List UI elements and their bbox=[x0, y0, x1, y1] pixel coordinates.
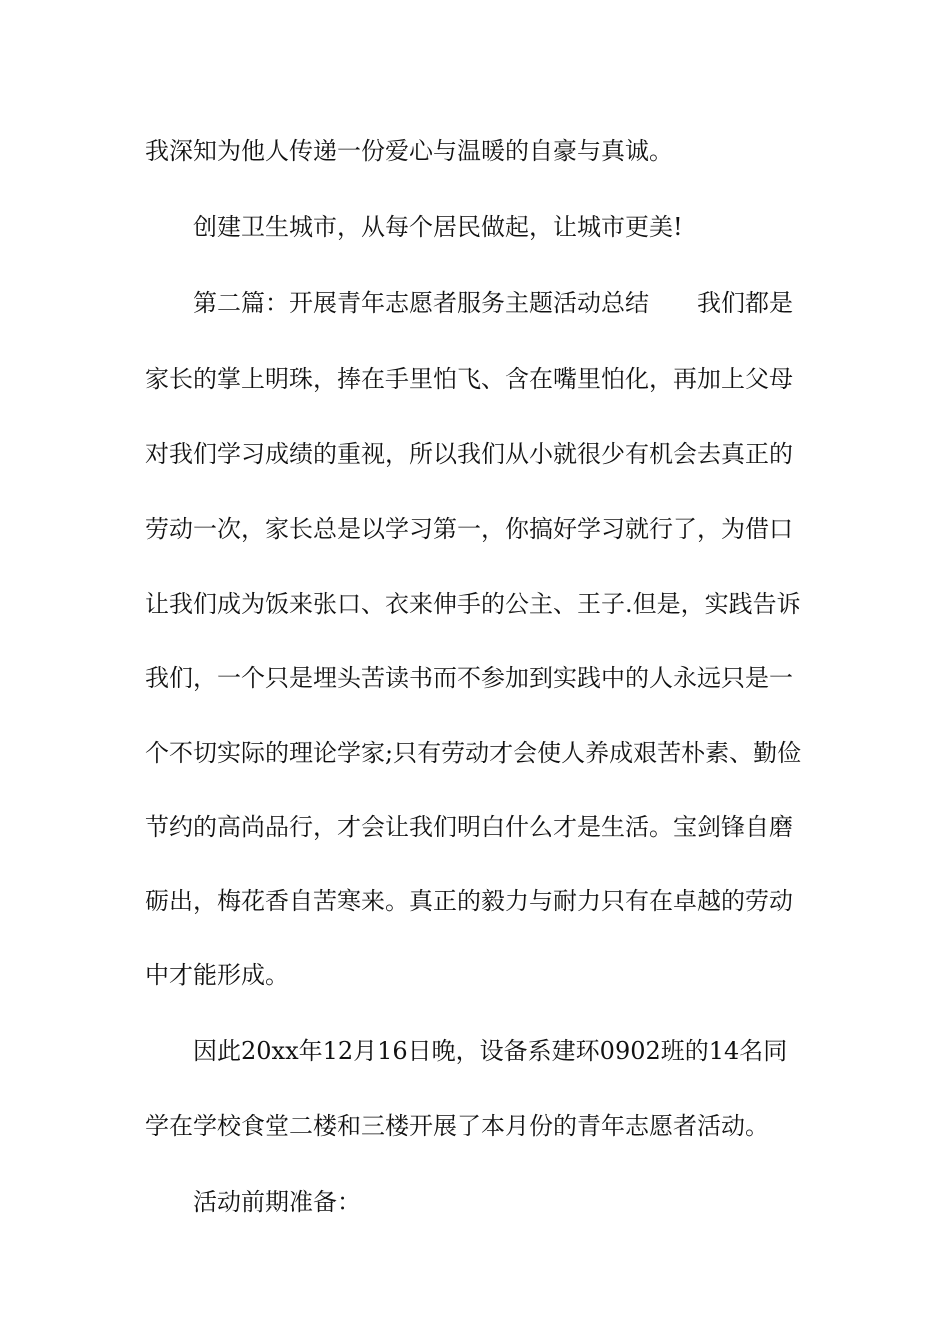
heading-continuation: 我们都是 bbox=[697, 289, 793, 317]
text-line-1: 我深知为他人传递一份爱心与温暖的自豪与真诚。 bbox=[145, 137, 673, 165]
text-line-7: 让我们成为饭来张口、衣来伸手的公主、王子.但是，实践告诉 bbox=[145, 590, 801, 618]
text-line-12: 中才能形成。 bbox=[145, 961, 289, 989]
text-line-3 bbox=[193, 283, 858, 323]
text-line-14: 学在学校食堂二楼和三楼开展了本月份的青年志愿者活动。 bbox=[145, 1112, 769, 1140]
text-line-11: 砺出，梅花香自苦寒来。真正的毅力与耐力只有在卓越的劳动 bbox=[145, 887, 793, 915]
text-line-13: 因此20xx年12月16日晚，设备系建环0902班的14名同 bbox=[193, 1037, 788, 1065]
text-line-10: 节约的高尚品行，才会让我们明白什么才是生活。宝剑锋自磨 bbox=[145, 813, 793, 841]
text-line-15: 活动前期准备： bbox=[193, 1188, 361, 1216]
text-line-4: 家长的掌上明珠，捧在手里怕飞、含在嘴里怕化，再加上父母 bbox=[145, 365, 793, 393]
text-line-5: 对我们学习成绩的重视，所以我们从小就很少有机会去真正的 bbox=[145, 440, 793, 468]
section-heading: 第二篇：开展青年志愿者服务主题活动总结 bbox=[193, 289, 649, 317]
text-line-6: 劳动一次，家长总是以学习第一，你搞好学习就行了，为借口 bbox=[145, 515, 793, 543]
text-line-8: 我们，一个只是埋头苦读书而不参加到实践中的人永远只是一 bbox=[145, 664, 793, 692]
text-line-9: 个不切实际的理论学家;只有劳动才会使人养成艰苦朴素、勤俭 bbox=[145, 739, 802, 767]
text-line-2: 创建卫生城市，从每个居民做起，让城市更美! bbox=[193, 213, 683, 241]
